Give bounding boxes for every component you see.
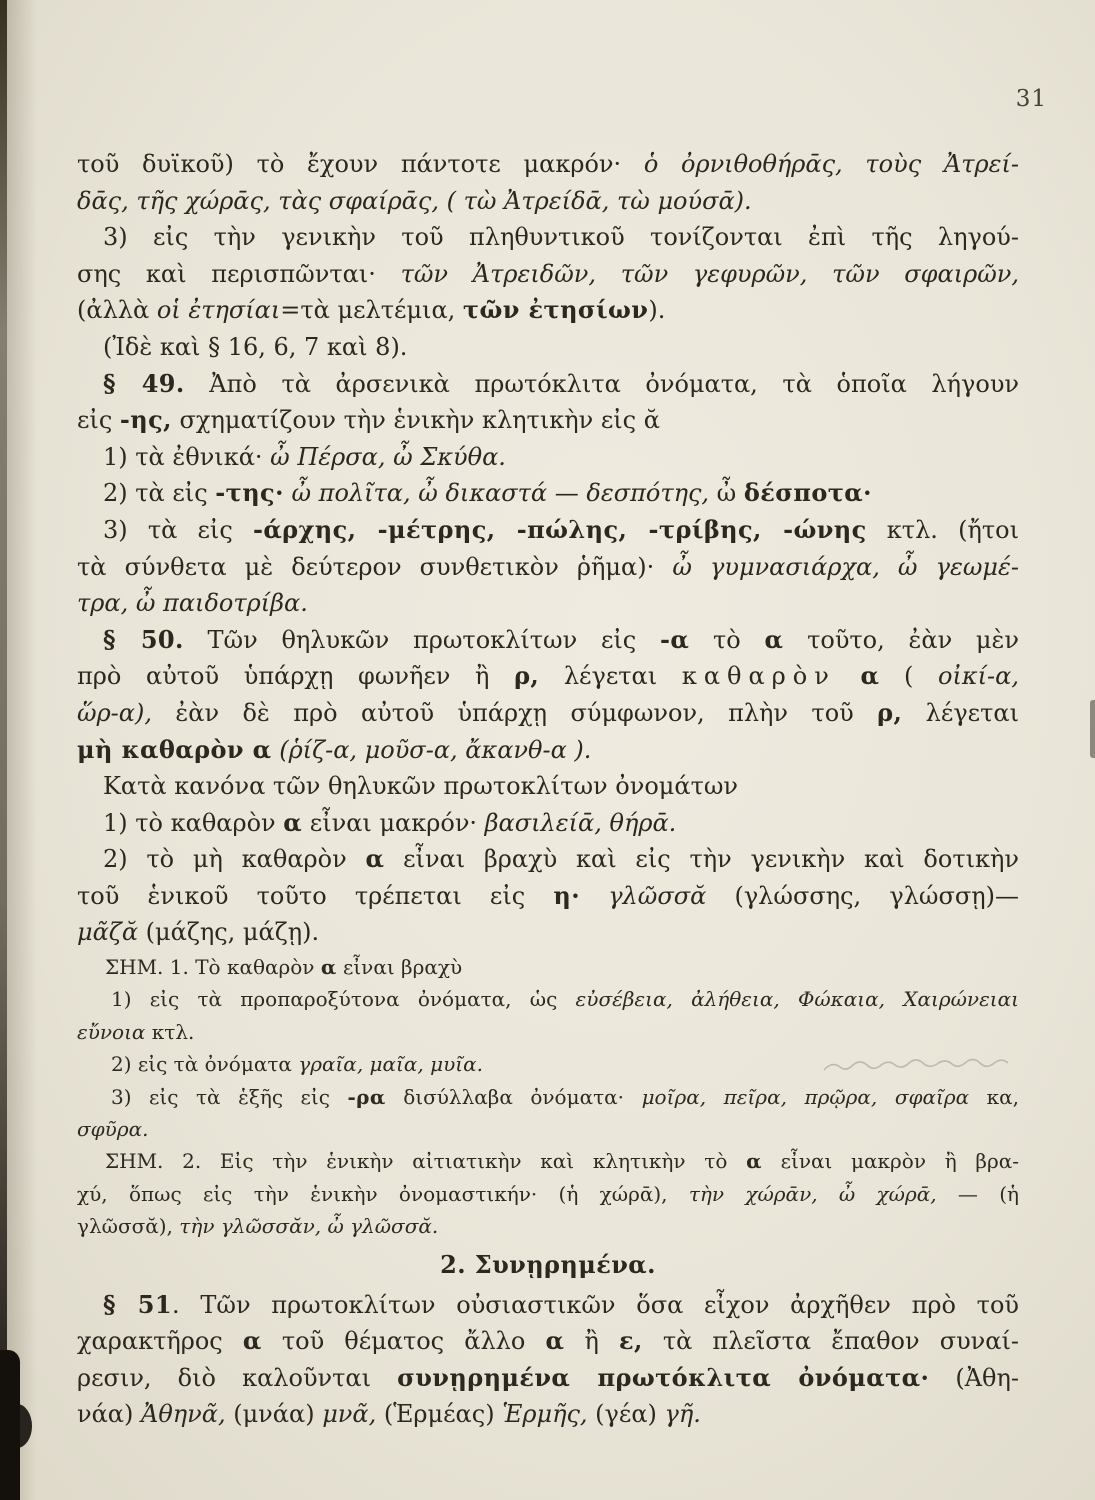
text-segment: ). xyxy=(648,296,666,325)
section-heading xyxy=(77,1243,1019,1287)
page-number: 31 xyxy=(1015,86,1047,112)
text-segment: Τῶν θηλυκῶν πρωτοκλίτων εἰς xyxy=(183,625,660,654)
text-segment: ρ, xyxy=(514,661,540,691)
text-segment: ὥρ-α), xyxy=(77,698,152,727)
text-segment: κτλ. xyxy=(145,1019,195,1044)
text-segment: ὦ xyxy=(709,479,744,508)
text-segment: (μνάα) xyxy=(225,1400,323,1429)
text-segment: (Ἑρμέας) xyxy=(376,1400,503,1429)
text-segment: τρα, ὦ παιδοτρίβα. xyxy=(77,589,308,618)
text-segment: ἐὰν δὲ πρὸ αὐτοῦ ὑπάρχῃ σύμφωνον, πλὴν τοῦ xyxy=(152,698,878,727)
text-segment: ὦ γυμνασιάρχα, ὦ γεωμέ- xyxy=(672,552,1019,581)
text-segment: βασιλείᾱ, θήρᾱ. xyxy=(484,808,677,837)
text-segment: τοῦ ἑνικοῦ τοῦτο τρέπεται εἰς xyxy=(77,881,554,910)
text-segment: τὰ πλεῖστα ἔπαθον συναί- xyxy=(642,1327,1019,1356)
text-segment: (γλώσσης, γλώσσῃ)— xyxy=(706,881,1019,910)
ink-blot xyxy=(2,1404,32,1448)
text-segment: εἰς xyxy=(77,406,120,435)
text-segment: κτλ. (ἤτοι xyxy=(866,515,1019,544)
text-line xyxy=(77,695,1019,732)
text-segment: οἱ ἐτησίαι xyxy=(156,296,281,325)
text-segment: εὐσέβεια, ἀλήθεια, Φώκαια, Χαιρώνειαι xyxy=(575,987,1019,1012)
text-segment: 1) τὰ ἐθνικά· xyxy=(103,442,271,471)
text-segment: δᾱς, τῆς χώρᾱς, τὰς σφαίρᾱς, ( τὼ Ἀτρείδᾱ, τὼ μούσᾱ). xyxy=(77,186,752,215)
text-segment: λέγεται xyxy=(902,698,1019,727)
text-segment: χύ, ὅπως εἰς τὴν ἑνικὴν ὀνομαστικήν· (ἡ χώρᾱ), xyxy=(77,1181,689,1206)
text-segment: -α xyxy=(660,624,690,654)
text-segment: (ἀλλὰ xyxy=(77,296,157,325)
page-edge-mark xyxy=(1090,700,1095,758)
text-segment: γλῶσσᾰ xyxy=(608,881,707,910)
text-segment xyxy=(580,882,608,910)
text-segment: νάα) xyxy=(77,1400,141,1429)
text-segment: τὰ σύνθετα μὲ δεύτερον συνθετικὸν ῥῆμα)· xyxy=(77,552,673,581)
text-segment: ε, xyxy=(618,1326,643,1356)
text-segment: ΣΗΜ. 1. Τὸ καθαρὸν xyxy=(105,955,321,980)
text-segment: εἶναι βραχὺ xyxy=(336,955,463,980)
text-segment: εἶναι μακρὸν ἢ βρα- xyxy=(761,1149,1019,1174)
text-segment: ΣΗΜ. 2. Εἰς τὴν ἑνικὴν αἰτιατικὴν καὶ κλητικὴν τὸ xyxy=(105,1149,747,1174)
text-line xyxy=(77,841,1019,878)
text-segment: -άρχης, -μέτρης, -πώλης, -τρίβης, -ώνης xyxy=(252,514,867,544)
text-line xyxy=(77,1113,1019,1145)
binding-shadow xyxy=(7,0,37,1500)
text-segment: α xyxy=(545,1326,565,1356)
text-segment: α xyxy=(365,844,385,874)
text-line xyxy=(77,1210,1019,1242)
text-segment: (γέα) xyxy=(587,1400,665,1429)
text-line xyxy=(77,951,1019,983)
text-segment: δέσποτα· xyxy=(743,478,872,508)
text-segment: τὸ xyxy=(689,625,765,654)
text-segment: σχηματίζουν τὴν ἑνικὴν κλητικὴν εἰς ᾰ xyxy=(171,406,660,435)
text-line xyxy=(77,1048,1019,1080)
text-segment: 2) τὸ μὴ καθαρὸν xyxy=(103,845,366,874)
text-segment: μνᾶ, xyxy=(322,1400,377,1429)
text-segment: (Ἰδὲ καὶ § 16, 6, 7 καὶ 8). xyxy=(103,332,408,361)
text-segment: σφῦρα. xyxy=(77,1117,149,1142)
text-line xyxy=(77,256,1019,293)
text-segment: . Τῶν πρωτοκλίτων οὐσιαστικῶν ὅσα εἶχον ἀρχῆθεν πρὸ τοῦ xyxy=(172,1290,1019,1319)
text-segment: ὁ ὀρνιθοθήρᾱς, τοὺς Ἀτρεί- xyxy=(643,150,1019,178)
text-line xyxy=(77,658,1019,695)
text-segment: τῶν ἐτησίων xyxy=(462,295,649,325)
text-segment: τοῦ θέματος ἄλλο xyxy=(261,1327,546,1356)
text-line xyxy=(77,219,1019,256)
text-segment: χαρακτῆρος xyxy=(77,1327,243,1356)
text-line xyxy=(77,1081,1019,1113)
text-segment: μοῖρα, πεῖρα, πρῷρα, σφαῖρα xyxy=(641,1084,970,1109)
text-segment: καθαρὸν xyxy=(681,662,836,691)
text-segment: μὴ καθαρὸν α xyxy=(77,734,272,764)
text-segment: τοῦ δυϊκοῦ) τὸ ἔχουν πάντοτε μακρόν· xyxy=(77,150,644,178)
text-segment: πρὸ αὐτοῦ ὑπάρχῃ φωνῆεν ἢ xyxy=(77,662,515,691)
text-segment: α xyxy=(283,807,303,837)
text-line xyxy=(77,585,1019,622)
text-line xyxy=(77,439,1019,476)
text-segment: 2) εἰς τὰ ὀνόματα xyxy=(111,1052,299,1077)
text-line xyxy=(77,732,1019,769)
text-segment: 3) εἰς τὰ ἑξῆς εἰς xyxy=(111,1084,348,1109)
text-line xyxy=(77,1287,1019,1324)
text-line xyxy=(77,549,1019,586)
text-line xyxy=(77,292,1019,329)
text-line xyxy=(77,878,1019,915)
text-segment: § 51 xyxy=(103,1289,173,1319)
text-segment: ρεσιν, διὸ καλοῦνται xyxy=(77,1363,398,1392)
text-segment: -ρα xyxy=(347,1084,386,1109)
text-segment: (μάζης, μάζῃ). xyxy=(138,918,320,947)
text-segment: γῆ. xyxy=(664,1400,701,1429)
text-line xyxy=(77,805,1019,842)
text-line xyxy=(77,1360,1019,1397)
text-line xyxy=(77,402,1019,439)
text-segment: § 50. xyxy=(103,624,184,654)
text-segment: Ἑρμῆς, xyxy=(502,1400,588,1429)
text-segment: 1) τὸ καθαρὸν xyxy=(103,808,284,837)
text-line xyxy=(77,512,1019,549)
text-segment: συνῃρημένα πρωτόκλιτα ὀνόματα· xyxy=(397,1362,930,1392)
text-segment: ἢ xyxy=(564,1327,619,1356)
text-line xyxy=(77,329,1019,366)
text-segment: Κατὰ κανόνα τῶν θηλυκῶν πρωτοκλίτων ὀνομάτων xyxy=(103,772,739,801)
text-segment: -της· xyxy=(215,478,284,508)
text-segment: εἶναι μακρόν· xyxy=(302,808,485,837)
text-segment: α xyxy=(242,1326,262,1356)
text-segment: 3) τὰ εἰς xyxy=(103,515,253,544)
text-segment: κα, xyxy=(969,1084,1019,1109)
text-segment: τὴν γλῶσσᾰν, ὦ γλῶσσᾰ. xyxy=(179,1214,439,1239)
text-segment: ( xyxy=(879,662,939,691)
text-line xyxy=(77,1145,1019,1177)
text-segment: -ης, xyxy=(119,405,172,435)
text-segment: — (ἡ xyxy=(936,1181,1020,1206)
text-segment: Ἀθηνᾶ, xyxy=(141,1400,226,1429)
text-segment: =τὰ μελτέμια, xyxy=(280,296,463,325)
text-segment: (ῥίζ-α, μοῦσ-α, ἄκανθ-α ). xyxy=(279,735,592,764)
text-segment: § 49. xyxy=(103,368,185,398)
text-segment: γλῶσσᾰ), xyxy=(77,1214,180,1239)
text-segment: 2. Συνῃρημένα. xyxy=(440,1249,656,1279)
text-line xyxy=(77,475,1019,512)
text-segment: τὴν χώρᾱν, ὦ χώρᾱ, xyxy=(688,1181,937,1206)
text-segment: 3) εἰς τὴν γενικὴν τοῦ πληθυντικοῦ τονίζονται ἐπὶ τῆς ληγού- xyxy=(103,223,1019,252)
text-segment: α xyxy=(746,1149,762,1174)
text-segment: τοῦτο, ἐὰν μὲν xyxy=(783,625,1019,654)
text-line xyxy=(77,366,1019,403)
text-line xyxy=(77,983,1019,1015)
text-line xyxy=(77,1396,1019,1433)
text-segment: σης καὶ περισπῶνται· xyxy=(77,259,401,288)
text-line xyxy=(77,914,1019,951)
text-segment: η· xyxy=(553,880,580,910)
text-segment: 1) εἰς τὰ προπαροξύτονα ὀνόματα, ὡς xyxy=(111,987,576,1012)
text-segment: εἶναι βραχὺ καὶ εἰς τὴν γενικὴν καὶ δοτικὴν xyxy=(384,845,1019,874)
text-segment: λέγεται xyxy=(539,662,682,691)
text-segment: Ἀπὸ τὰ ἀρσενικὰ πρωτόκλιτα ὀνόματα, τὰ ὁποῖα λήγουν xyxy=(184,369,1019,398)
text-segment: α xyxy=(860,661,880,691)
text-segment: δισύλλαβα ὀνόματα· xyxy=(385,1084,642,1109)
text-segment: μᾶζᾰ xyxy=(77,918,139,947)
binding-edge xyxy=(0,0,7,1500)
text-segment: α xyxy=(764,624,784,654)
text-segment: γραῖα, μαῖα, μυῖα. xyxy=(298,1052,483,1077)
text-segment: ὦ Πέρσα, ὦ Σκύθα. xyxy=(270,442,506,471)
text-segment xyxy=(836,662,861,690)
text-line xyxy=(77,183,1019,220)
text-line xyxy=(77,146,1019,183)
text-segment: ὦ πολῖτα, ὦ δικαστά — δεσπότης, xyxy=(291,479,710,508)
text-segment: εὔνοια xyxy=(77,1019,146,1044)
text-block xyxy=(77,146,1019,1433)
text-segment: α xyxy=(320,955,337,980)
text-line xyxy=(77,1323,1019,1360)
text-line xyxy=(77,622,1019,659)
text-line xyxy=(77,1178,1019,1210)
text-segment: (Ἀθη- xyxy=(929,1363,1019,1392)
text-segment: οἰκί-α, xyxy=(938,662,1019,691)
text-segment: τῶν Ἀτρειδῶν, τῶν γεφυρῶν, τῶν σφαιρῶν, xyxy=(400,259,1019,288)
text-segment: 2) τὰ εἰς xyxy=(103,479,216,508)
text-line xyxy=(77,768,1019,805)
text-segment: ρ, xyxy=(877,697,903,727)
text-line xyxy=(77,1016,1019,1048)
